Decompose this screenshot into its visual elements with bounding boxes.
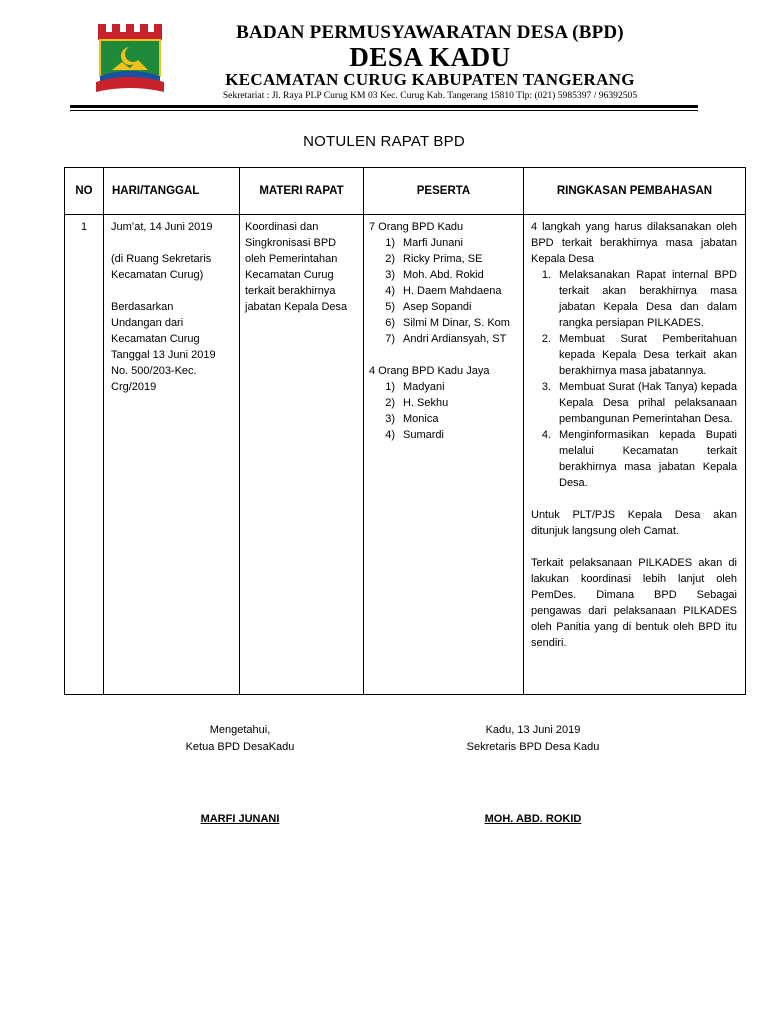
list-item [369, 411, 521, 427]
item-number: 5) [385, 301, 395, 313]
item-number: 4) [385, 429, 395, 441]
group-title: 4 Orang BPD Kadu Jaya [369, 365, 490, 377]
letterhead-org: BADAN PERMUSYAWARATAN DESA (BPD) [236, 22, 624, 43]
summary-cell [531, 219, 737, 651]
signature-right-name: MOH. ABD. ROKID [484, 813, 582, 825]
list-item [531, 427, 737, 491]
table-divider [103, 168, 104, 694]
summary-paragraph: Terkait pelaksanaan PILKADES akan di lakukan koordinasi lebih lanjut oleh PemDes. Dimana BPD Sebagai pengawas dari pelaksanaan PILKADES oleh Panitia yang di bentuk oleh BPD itu sendiri. [531, 557, 737, 649]
list-item [369, 315, 521, 331]
step-text: Melaksanakan Rapat internal BPD terkait akan berakhirnya masa jabatan Kepala Desa dan dalam rangka persiapan PILKADES. [559, 269, 737, 329]
material-line: Kecamatan Curug [245, 269, 334, 281]
participant-name: Marfi Junani [403, 237, 463, 249]
item-number: 2) [385, 397, 395, 409]
date-cell [111, 219, 235, 395]
list-item [369, 267, 521, 283]
header-material: MATERI RAPAT [259, 185, 344, 197]
summary-paragraph: Untuk PLT/PJS Kepala Desa akan ditunjuk langsung oleh Camat. [531, 509, 737, 537]
item-number: 2) [385, 253, 395, 265]
list-item [369, 283, 521, 299]
list-item [369, 427, 521, 443]
signature-left-line2: Ketua BPD DesaKadu [185, 741, 295, 753]
letterhead-rule-thin [70, 110, 698, 111]
letterhead-rule-thick [70, 105, 698, 108]
signature-left [150, 722, 330, 756]
item-number: 3) [385, 413, 395, 425]
list-item [531, 379, 737, 427]
signature-left-line1: Mengetahui, [209, 724, 271, 736]
participant-name: Moh. Abd. Rokid [403, 269, 484, 281]
participant-name: H. Sekhu [403, 397, 449, 409]
list-item [369, 395, 521, 411]
participant-name: Ricky Prima, SE [403, 253, 483, 265]
item-number: 4) [385, 285, 395, 297]
step-text: Membuat Surat Pemberitahuan kepada Kepala Desa terkait akan berakhirnya masa jabatannya. [559, 333, 737, 377]
list-item [369, 331, 521, 347]
list-item [369, 251, 521, 267]
participant-name: Sumardi [403, 429, 444, 441]
participant-name: Madyani [403, 381, 445, 393]
item-number: 1) [385, 381, 395, 393]
document-title: NOTULEN RAPAT BPD [303, 133, 465, 150]
table-divider [523, 168, 524, 694]
signature-right-line2: Sekretaris BPD Desa Kadu [466, 741, 600, 753]
group-title: 7 Orang BPD Kadu [369, 221, 464, 233]
header-summary: RINGKASAN PEMBAHASAN [556, 185, 713, 197]
table-divider [363, 168, 364, 694]
item-number: 4. [541, 429, 551, 441]
header-no: NO [75, 185, 93, 197]
minutes-table [64, 167, 746, 695]
participants-cell [369, 219, 521, 443]
participant-name: H. Daem Mahdaena [403, 285, 502, 297]
basis-line: Tanggal 13 Juni 2019 [111, 349, 216, 361]
participant-list-bpd-kadu [369, 235, 521, 347]
basis-line: No. 500/203-Kec. [111, 365, 197, 377]
village-emblem-logo [92, 20, 170, 98]
participant-name: Silmi M Dinar, S. Kom [403, 317, 510, 329]
item-number: 3) [385, 269, 395, 281]
list-item [369, 379, 521, 395]
participant-name: Andri Ardiansyah, ST [403, 333, 507, 345]
item-number: 2. [541, 333, 551, 345]
item-number: 6) [385, 317, 395, 329]
basis-line: Crg/2019 [111, 381, 157, 393]
summary-steps [531, 267, 737, 491]
material-line: oleh Pemerintahan [245, 253, 338, 265]
participant-list-bpd-kadu-jaya [369, 379, 521, 443]
signature-right-line1: Kadu, 13 Juni 2019 [485, 724, 581, 736]
item-number: 1. [541, 269, 551, 281]
signature-left-name: MARFI JUNANI [200, 813, 280, 825]
item-number: 3. [541, 381, 551, 393]
letterhead-address: Sekretariat : Jl. Raya PLP Curug KM 03 Kec. Curug Kab. Tangerang 15810 Tlp: (021) 5985397 / 96392505 [222, 90, 638, 101]
letterhead-district: KECAMATAN CURUG KABUPATEN TANGERANG [225, 70, 635, 89]
letterhead-village: DESA KADU [349, 42, 511, 72]
basis-line: Kecamatan Curug [111, 333, 200, 345]
participant-name: Asep Sopandi [403, 301, 472, 313]
signature-right [433, 722, 633, 756]
header-date: HARI/TANGGAL [112, 185, 200, 197]
header-divider [65, 214, 745, 215]
meeting-date: Jum’at, 14 Juni 2019 [111, 221, 213, 233]
table-divider [239, 168, 240, 694]
header-participants: PESERTA [416, 185, 471, 197]
material-cell [245, 219, 361, 315]
item-number: 7) [385, 333, 395, 345]
summary-intro: 4 langkah yang harus dilaksanakan oleh BPD terkait berakhirnya masa jabatan Kepala Desa [531, 221, 737, 265]
material-line: jabatan Kepala Desa [245, 301, 348, 313]
list-item [369, 235, 521, 251]
material-line: terkait berakhirnya [245, 285, 336, 297]
list-item [531, 267, 737, 331]
row-number: 1 [80, 221, 88, 233]
material-line: Koordinasi dan [245, 221, 319, 233]
participant-name: Monica [403, 413, 439, 425]
meeting-location: (di Ruang Sekretaris Kecamatan Curug) [111, 253, 212, 281]
item-number: 1) [385, 237, 395, 249]
basis-line: Berdasarkan [111, 301, 174, 313]
step-text: Menginformasikan kepada Bupati melalui Kecamatan terkait berakhirnya masa jabatan Kepala Desa. [559, 429, 737, 489]
step-text: Membuat Surat (Hak Tanya) kepada Kepala Desa prihal pelaksanaan pembangunan Pemerintahan Desa. [559, 381, 737, 425]
list-item [369, 299, 521, 315]
list-item [531, 331, 737, 379]
basis-line: Undangan dari [111, 317, 184, 329]
material-line: Singkronisasi BPD [245, 237, 337, 249]
